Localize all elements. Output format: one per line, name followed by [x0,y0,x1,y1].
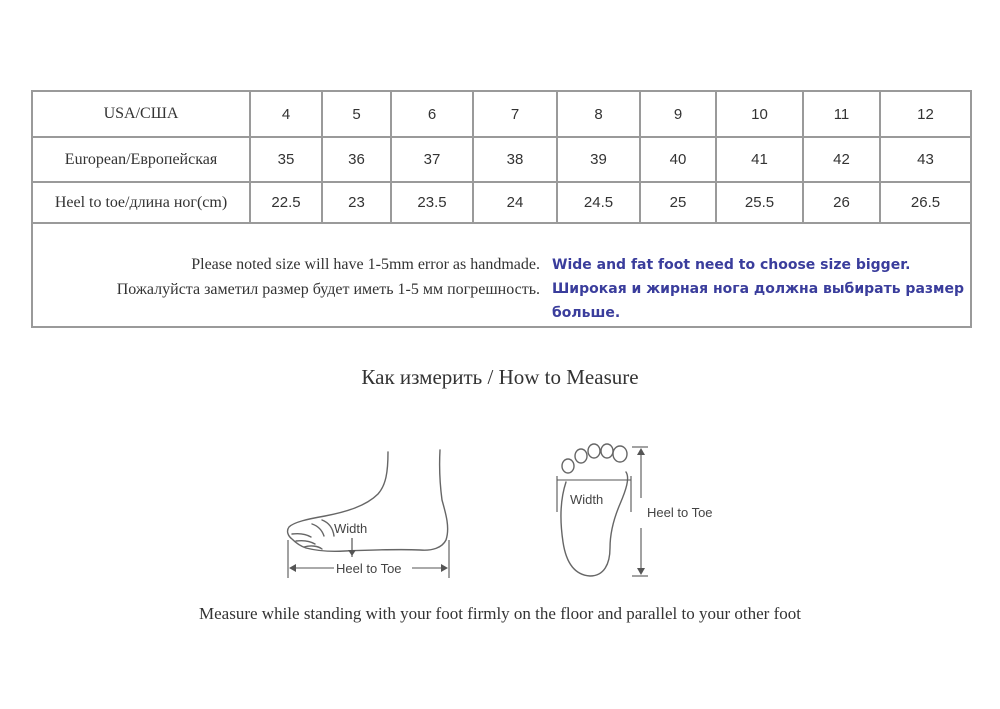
length-cell: 23 [322,182,391,223]
table-row-heel-to-toe [32,182,971,223]
wide-foot-note [552,253,971,325]
length-cell: 24.5 [557,182,640,223]
usa-size-cell: 11 [803,91,880,137]
length-cell: 22.5 [250,182,322,223]
top-view-length-arrow [632,447,648,576]
row-label-usa: USA/США [32,91,250,137]
side-view-length-label: Heel to Toe [336,561,402,576]
length-cell: 23.5 [391,182,473,223]
eu-size-cell: 37 [391,137,473,182]
eu-size-cell: 36 [322,137,391,182]
measure-diagram-svg [0,430,1000,590]
length-cell: 25.5 [716,182,803,223]
length-cell: 24 [473,182,557,223]
eu-size-cell: 43 [880,137,971,182]
table-row-usa [32,91,971,137]
eu-size-cell: 40 [640,137,716,182]
eu-size-cell: 41 [716,137,803,182]
notes-cell [32,223,971,327]
wide-foot-note-russian: Широкая и жирная нога должна выбирать размер больше. [552,281,964,321]
usa-size-cell: 10 [716,91,803,137]
table-row-european [32,137,971,182]
eu-size-cell: 39 [557,137,640,182]
length-cell: 25 [640,182,716,223]
how-to-measure-title: Как измерить / How to Measure [361,365,639,389]
usa-size-cell: 8 [557,91,640,137]
row-label-heel-to-toe: Heel to toe/длина ног(cm) [32,182,250,223]
usa-size-cell: 4 [250,91,322,137]
length-cell: 26.5 [880,182,971,223]
usa-size-cell: 6 [391,91,473,137]
wide-foot-note-english: Wide and fat foot need to choose size bigger. [552,257,911,273]
eu-size-cell: 42 [803,137,880,182]
eu-size-cell: 38 [473,137,557,182]
usa-size-cell: 7 [473,91,557,137]
usa-size-cell: 12 [880,91,971,137]
length-cell: 26 [803,182,880,223]
size-chart-table [31,90,972,328]
side-view-width-marker [348,538,356,557]
error-note-english: Please noted size will have 1-5mm error as handmade. [191,256,540,273]
top-view-foot-icon [561,444,628,576]
usa-size-cell: 9 [640,91,716,137]
top-view-length-label: Heel to Toe [647,505,713,520]
error-note [117,252,540,302]
top-view-width-label: Width [570,492,604,507]
side-view-width-label: Width [334,521,368,536]
measure-caption: Measure while standing with your foot firmly on the floor and parallel to your other foot [199,604,801,623]
eu-size-cell: 35 [250,137,322,182]
row-label-european: European/Европейская [32,137,250,182]
side-view-foot-icon [288,450,448,551]
error-note-russian: Пожалуйста заметил размер будет иметь 1-5 мм погрешность. [116,281,540,298]
table-row-notes [32,223,971,327]
usa-size-cell: 5 [322,91,391,137]
